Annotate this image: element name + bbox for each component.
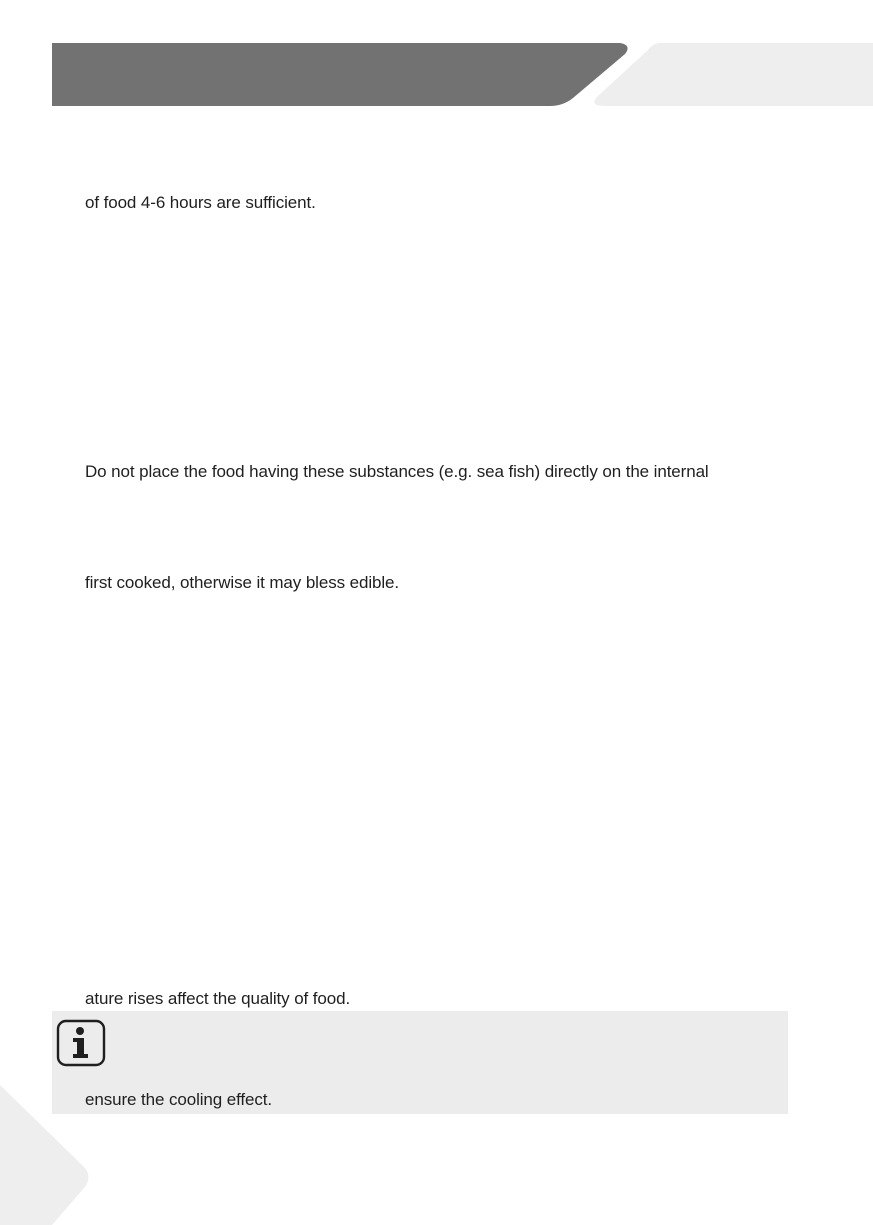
paragraph-line: ature rises affect the quality of food. (85, 989, 351, 1008)
header-dark-band (52, 43, 628, 106)
paragraph-line: of food 4-6 hours are sufficient. (85, 193, 316, 212)
header-light-tab (594, 43, 873, 106)
note-text: ensure the cooling effect. (85, 1090, 273, 1109)
paragraph-line: Do not place the food having these substances (e.g. sea fish) directly on the internal (85, 462, 709, 481)
paragraph-line: first cooked, otherwise it may bless edible. (85, 573, 400, 592)
corner-shape (0, 1085, 100, 1225)
info-icon (56, 1019, 106, 1067)
header-band (0, 0, 873, 120)
